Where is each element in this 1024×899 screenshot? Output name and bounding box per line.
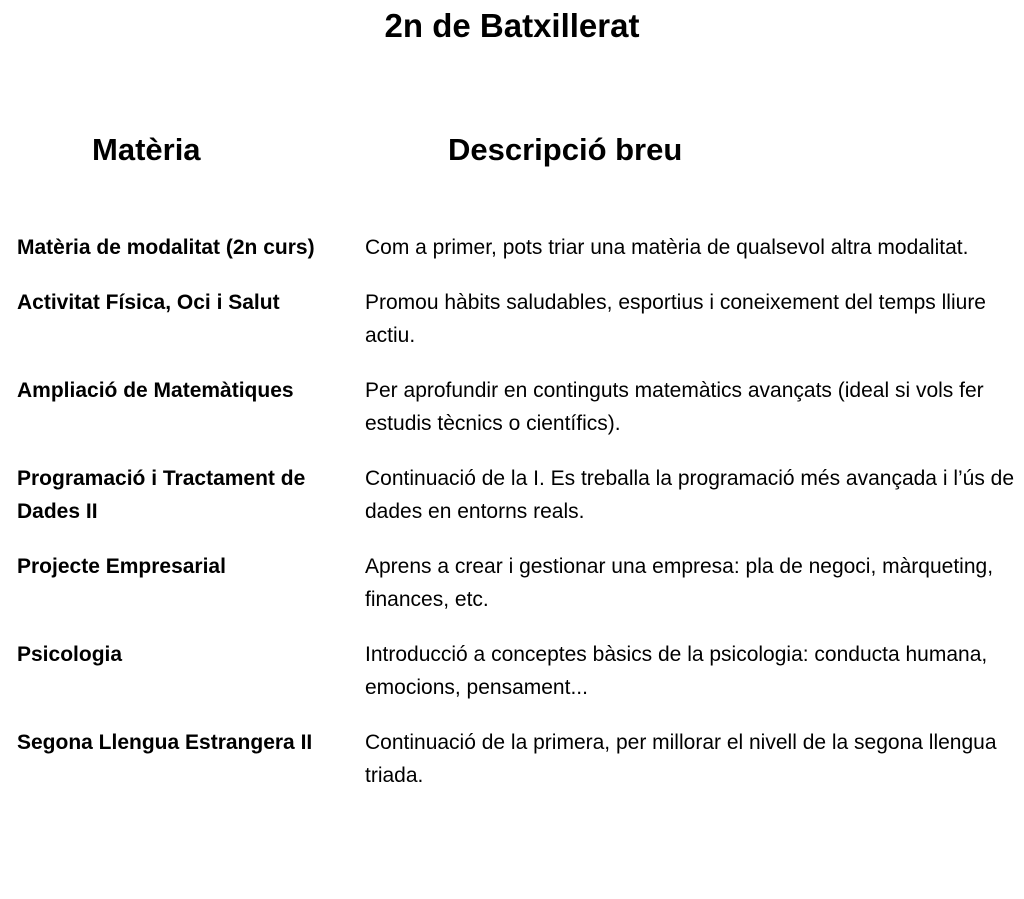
table-row (17, 231, 1017, 264)
subject-name: Programació i Tractament de Dades II (17, 467, 306, 523)
subject-description: Per aprofundir en continguts matemàtics avançats (ideal si vols fer estudis tècnics o científics). (365, 379, 984, 435)
subject-description: Continuació de la I. Es treballa la programació més avançada i l’ús de dades en entorns reals. (365, 467, 1015, 523)
column-header-description: Descripció breu (448, 132, 683, 167)
table-row (17, 374, 1017, 440)
subject-name: Activitat Física, Oci i Salut (17, 291, 280, 314)
table-row (17, 638, 1017, 704)
subject-name: Psicologia (17, 643, 123, 666)
table-row (17, 726, 1017, 792)
table-row (17, 286, 1017, 352)
table-row (17, 550, 1017, 616)
subject-description: Continuació de la primera, per millorar el nivell de la segona llengua triada. (365, 731, 997, 787)
subject-name: Projecte Empresarial (17, 555, 226, 578)
subject-name: Segona Llengua Estrangera II (17, 731, 313, 754)
page-title: 2n de Batxillerat (384, 7, 640, 44)
subject-name: Ampliació de Matemàtiques (17, 379, 294, 402)
column-header-subject: Matèria (92, 132, 201, 167)
table-row (17, 462, 1017, 528)
subject-description: Aprens a crear i gestionar una empresa: pla de negoci, màrqueting, finances, etc. (365, 555, 994, 611)
subjects-table (17, 231, 1017, 814)
subject-description: Com a primer, pots triar una matèria de qualsevol altra modalitat. (365, 236, 969, 259)
subject-description: Introducció a conceptes bàsics de la psicologia: conducta humana, emocions, pensament... (365, 643, 988, 699)
subject-name: Matèria de modalitat (2n curs) (17, 236, 315, 259)
subject-description: Promou hàbits saludables, esportius i coneixement del temps lliure actiu. (365, 291, 986, 347)
